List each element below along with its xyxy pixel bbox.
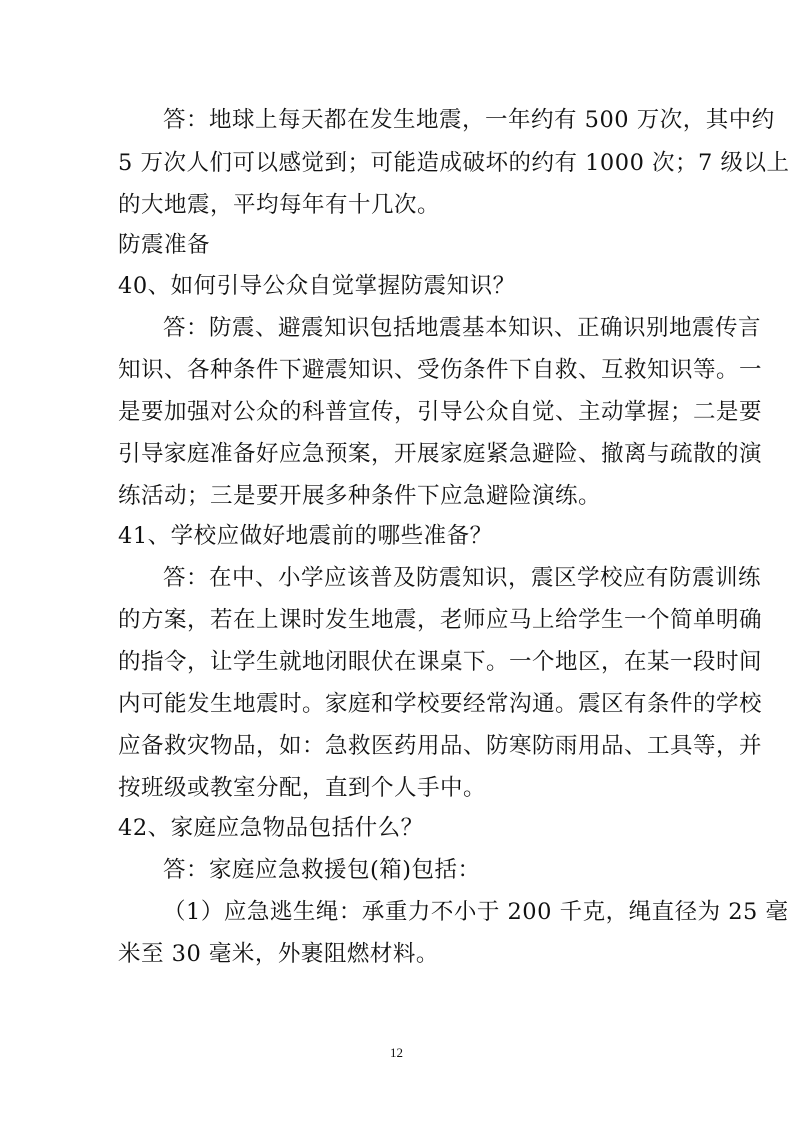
answer-41-line-2: 的方案，若在上课时发生地震，老师应马上给学生一个简单明确: [118, 607, 763, 633]
answer-42-line-1: 答：家庭应急救援包(箱)包括：: [163, 857, 481, 883]
section-heading: 防震准备: [118, 232, 211, 258]
answer-41-line-3: 的指令，让学生就地闭眼伏在课桌下。一个地区，在某一段时间: [118, 649, 763, 675]
answer-40-line-5: 练活动；三是要开展多种条件下应急避险演练。: [118, 483, 602, 509]
answer-40-line-3: 是要加强对公众的科普宣传，引导公众自觉、主动掌握；二是要: [118, 399, 763, 425]
page-number: 12: [390, 1045, 403, 1060]
answer-40-line-4: 引导家庭准备好应急预案，开展家庭紧急避险、撤离与疏散的演: [118, 441, 763, 467]
question-42: 42、家庭应急物品包括什么？: [118, 815, 424, 841]
answer-40-line-1: 答：防震、避震知识包括地震基本知识、正确识别地震传言: [163, 315, 762, 341]
question-41: 41、学校应做好地震前的哪些准备？: [118, 523, 493, 549]
answer-42-item-1-line-1: （1）应急逃生绳：承重力不小于 200 千克，绳直径为 25 毫: [163, 899, 789, 925]
answer-39-line-3: 的大地震，平均每年有十几次。: [118, 192, 441, 218]
answer-42-item-1-line-2: 米至 30 毫米，外裹阻燃材料。: [118, 941, 439, 967]
answer-41-line-6: 按班级或教室分配，直到个人手中。: [118, 775, 487, 801]
answer-40-line-2: 知识、各种条件下避震知识、受伤条件下自救、互救知识等。一: [118, 357, 763, 383]
question-40: 40、如何引导公众自觉掌握防震知识？: [118, 273, 516, 299]
answer-41-line-5: 应备救灾物品，如：急救医药用品、防寒防雨用品、工具等，并: [118, 733, 763, 759]
answer-41-line-1: 答：在中、小学应该普及防震知识，震区学校应有防震训练: [163, 565, 762, 591]
answer-39-line-2: 5 万次人们可以感觉到；可能造成破坏的约有 1000 次；7 级以上: [118, 150, 790, 176]
answer-41-line-4: 内可能发生地震时。家庭和学校要经常沟通。震区有条件的学校: [118, 691, 763, 717]
answer-39-line-1: 答：地球上每天都在发生地震，一年约有 500 万次，其中约: [163, 107, 775, 133]
